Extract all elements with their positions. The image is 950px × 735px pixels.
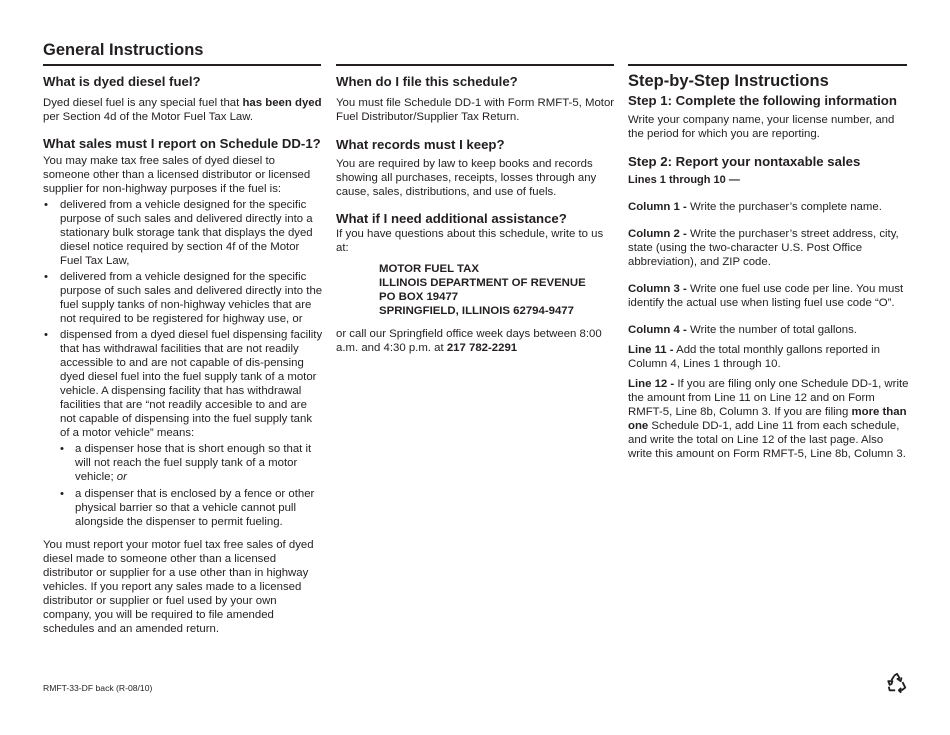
q5-heading: What if I need additional assistance? — [336, 211, 567, 226]
rule-col3 — [628, 64, 907, 66]
column4-instruction: Column 4 - Write the number of total gallons. — [628, 324, 857, 336]
address-line: SPRINGFIELD, ILLINOIS 62794-9477 — [379, 305, 574, 317]
column-1 — [43, 74, 323, 636]
column1-instruction: Column 1 - Write the purchaser’s complete name. — [628, 201, 882, 213]
list-item: • delivered from a vehicle designed for the specific purpose of such sales and delivered directly into a stationary bulk storage tank that displays the dyed diesel notice required by section 4f of the Motor Fuel Tax Law, — [43, 198, 323, 268]
address-line: PO BOX 19477 — [379, 291, 459, 303]
form-id: RMFT-33-DF back (R-08/10) — [43, 683, 153, 693]
q4-heading: What records must I keep? — [336, 137, 505, 152]
rule-col1 — [43, 64, 321, 66]
address-line: ILLINOIS DEPARTMENT OF REVENUE — [379, 277, 586, 289]
step1-text: Write your company name, your license number, and the period for which you are reporting. — [628, 114, 895, 140]
q1-heading: What is dyed diesel fuel? — [43, 74, 201, 89]
line12-instruction: Line 12 - If you are filing only one Schedule DD-1, write the amount from Line 11 on Line 12 and on Form RMFT-5, Line 8b, Column 3. If you are filing more than one Schedule DD-1, add Line 11 from each schedule, and write the total on Line 12 of the last page. Also write this amount on Form RMFT-5, Line 8b, Column 3. — [628, 378, 909, 460]
column-3 — [628, 72, 910, 461]
q4-text: You are required by law to keep books and records showing all purchases, receipts, losses through any cause, sales, distributions, and use of fuels. — [336, 158, 597, 198]
closing-paragraph: You must report your motor fuel tax free sales of dyed diesel made to someone other than a licensed distributor or supplier for a use other than in highway vehicles. If you report any sales made to a licensed distributor or supplier or fuel used by your own company, you will be required to file amended schedules and an amended return. — [43, 539, 314, 635]
q1-text: Dyed diesel fuel is any special fuel that has been dyed per Section 4d of the Motor Fuel Tax Law. — [43, 97, 322, 123]
phone-number: 217 782-2291 — [446, 342, 518, 354]
sub-bullet-list — [60, 442, 323, 529]
q2-heading: What sales must I report on Schedule DD-1? — [43, 136, 321, 151]
column3-instruction: Column 3 - Write one fuel use code per line. You must identify the actual use when listing fuel use code “O”. — [628, 283, 904, 309]
q3-text: You must file Schedule DD-1 with Form RMFT-5, Motor Fuel Distributor/Supplier Tax Return. — [336, 97, 615, 123]
q5-text: If you have questions about this schedule, write to us at: — [336, 228, 604, 254]
rule-col2 — [336, 64, 614, 66]
list-item: • a dispenser hose that is short enough so that it will not reach the fuel supply tank of a motor vehicle; or — [60, 442, 323, 484]
step-title: Step-by-Step Instructions — [628, 72, 829, 90]
list-item: • dispensed from a dyed diesel fuel dispensing facility that has withdrawal facilities that are not readily accessible to and are not capable of dis-pensing dyed diesel fuel into the fuel supply tank of a motor vehicle. A dispensing facility that has withdrawal facilities that are “not readily accesible to and are not capable of dispensing into the fuel supply tank of a motor vehicle” means: • a dispenser hose that is short enough so that it will not reach the fuel supply tank of a motor vehicle; or • a dispenser that is enclosed by a fence or other physical barrier so that a vehicle cannot pull alongside the dispenser to permit fueling. — [43, 328, 323, 529]
mailing-address — [379, 262, 616, 318]
list-item: • a dispenser that is enclosed by a fence or other physical barrier so that a vehicle cannot pull alongside the dispenser to permit fueling. — [60, 487, 323, 529]
q3-heading: When do I file this schedule? — [336, 74, 518, 89]
recycle-icon — [886, 672, 908, 694]
step2-heading: Step 2: Report your nontaxable sales — [628, 154, 861, 169]
sales-bullet-list — [43, 198, 323, 529]
q2-intro: You may make tax free sales of dyed diesel to someone other than a licensed distributor or licensed supplier for non-highway purposes if the fuel is: — [43, 155, 311, 195]
lines-heading: Lines 1 through 10 — — [628, 174, 740, 186]
column2-instruction: Column 2 - Write the purchaser’s street address, city, state (using the two-character U.S. Post Office abbreviation), and ZIP code. — [628, 228, 899, 268]
column-2 — [336, 74, 616, 355]
page-title: General Instructions — [43, 41, 204, 59]
list-item: • delivered from a vehicle designed for the specific purpose of such sales and delivered directly into the fuel supply tanks of non-highway vehicles that are not required to be registered for highway use, or — [43, 270, 323, 326]
call-text: or call our Springfield office week days between 8:00 a.m. and 4:30 p.m. at 217 782-2291 — [336, 328, 602, 354]
line11-instruction: Line 11 - Add the total monthly gallons reported in Column 4, Lines 1 through 10. — [628, 344, 881, 370]
address-line: MOTOR FUEL TAX — [379, 263, 479, 275]
step1-heading: Step 1: Complete the following information — [628, 93, 897, 108]
